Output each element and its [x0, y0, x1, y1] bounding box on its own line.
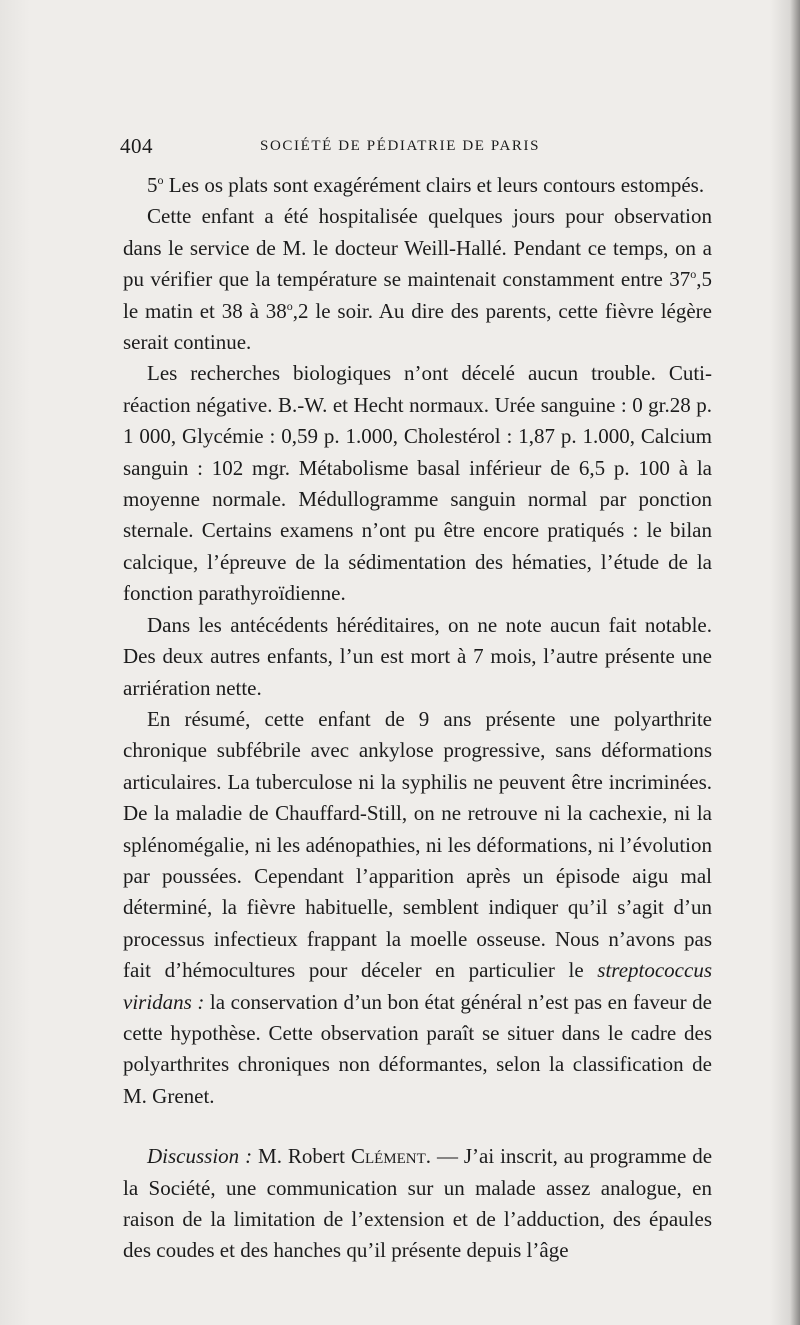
page-number: 404: [120, 134, 153, 158]
paragraph-biological-tests: Les recherches biologiques n’ont décelé aucun trouble. Cuti-réaction négative. B.-W. et Hecht normaux. Urée sanguine : 0 gr.28 p. 1 000, Glycémie : 0,59 p. 1.000, Cholestérol : 1,87 p. 1.000, Calcium sanguin : 102 mgr. Métabolisme basal inférieur de 6,5 p. 100 à la moyenne normale. Médullogramme sanguin normal par ponction sternale. Certains examens n’ont pu être encore pratiqués : le bilan calcique, l’épreuve de la sédimentation des hématies, l’étude de la fonction parathyroïdienne.: [123, 361, 712, 606]
paragraph-summary: [123, 704, 712, 1112]
paragraph-hospitalisation: Cette enfant a été hospitalisée quelques jours pour observation dans le service de M. le docteur Weill-Hallé. Pendant ce temps, on a pu vérifier que la température se maintenait constamment entre 37$^o$,5 le matin et 38 à 38$^o$,2 le soir. Au dire des parents, cette fièvre légère serait continue.: [123, 204, 712, 355]
journal-title: SOCIÉTÉ DE PÉDIATRIE DE PARIS: [260, 138, 541, 154]
summary-text-before: En résumé, cette enfant de 9 ans présente une polyarthrite chronique subfébrile avec ankylose progressive, sans déformations articulaires. La tuberculose ni la syphilis ne peuvent être incriminées. De la maladie de Chauffard-Still, on ne retrouve ni la cachexie, ni la splénomégalie, ni les adénopathies, ni les déformations, ni l’évolution par poussées. Cependant l’apparition après un épisode aigu mal déterminé, la fièvre habituelle, semblent indiquer qu’il s’agit d’un processus infectieux frappant la moelle osseuse. Nous n’avons pas fait d’hémocultures pour déceler en particulier le: [123, 706, 712, 983]
speaker-name: Clément.: [350, 1144, 432, 1169]
paragraph-family-history: Dans les antécédents héréditaires, on ne note aucun fait notable. Des deux autres enfants, l’un est mort à 7 mois, l’autre présente une arriération nette.: [123, 612, 712, 700]
summary-text-after: la conservation d’un bon état général n’est pas en faveur de cette hypothèse. Cette observation paraît se situer dans le cadre des polyarthrites chroniques non déformantes, selon la classification de M. Grenet.: [123, 989, 712, 1108]
paragraph-discussion: [123, 1141, 712, 1267]
speaker-prefix: M. Robert: [258, 1144, 346, 1169]
body-text: [123, 170, 712, 1267]
running-head: [120, 134, 712, 160]
paragraph-flat-bones: 5$^o$ Les os plats sont exagérément clairs et leurs contours estompés.: [147, 173, 705, 197]
species-name: streptococcus viridans :: [123, 958, 712, 1014]
discussion-label: Discussion :: [147, 1144, 253, 1169]
discussion-text: — J’ai inscrit, au programme de la Société, une communication sur un malade assez analogue, en raison de la limitation de l’extension et de l’adduction, des épaules des coudes et des hanches qu’il présente depuis l’âge: [123, 1144, 713, 1263]
